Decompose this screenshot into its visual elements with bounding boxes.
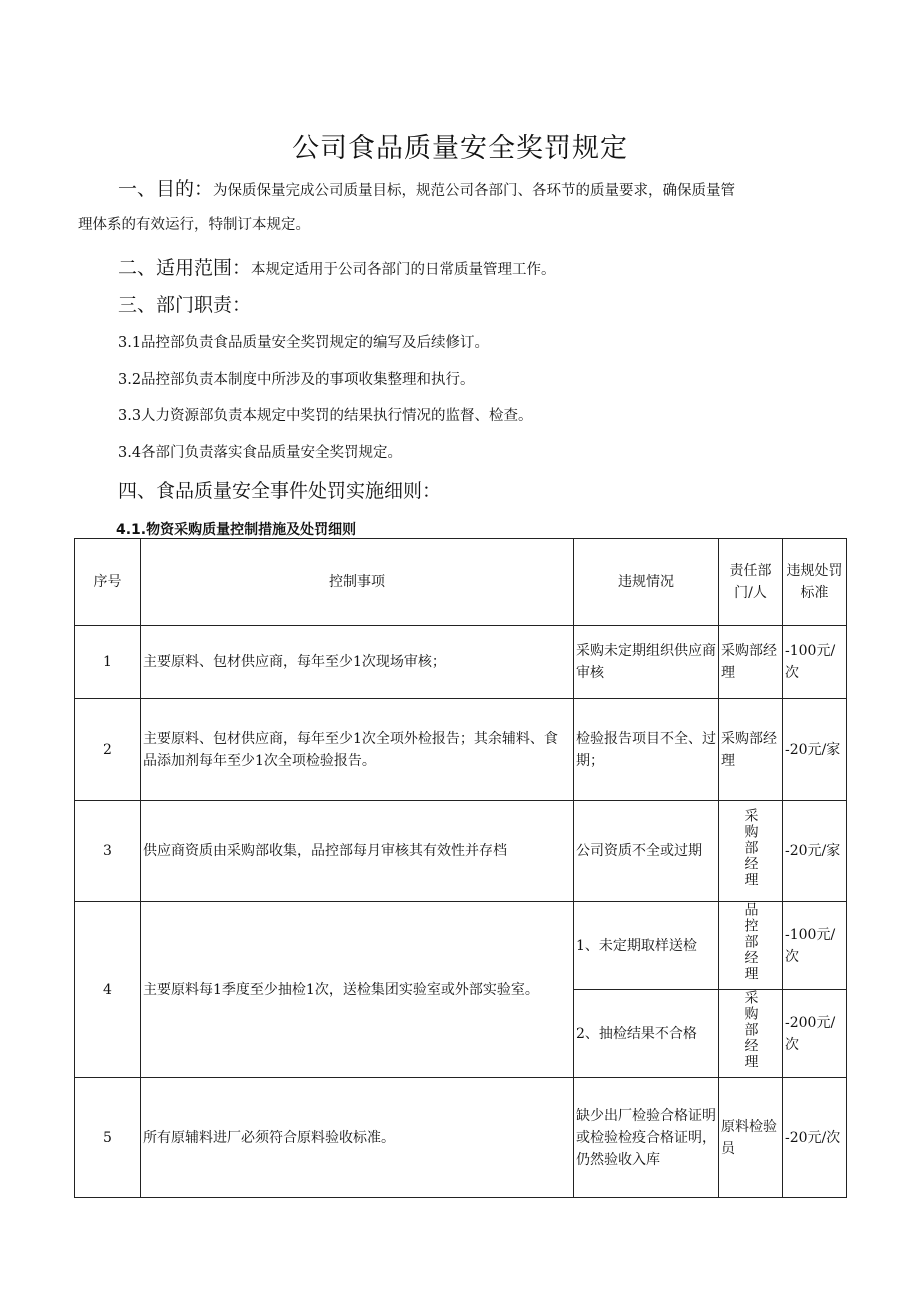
row-violation: 缺少出厂检验合格证明或检验检疫合格证明，仍然验收入库 [574, 1078, 719, 1198]
table-row [75, 801, 847, 902]
section-purpose-heading: 一、目的： [118, 178, 214, 200]
section-purpose-text-2: 理体系的有效运行，特制订本规定。 [78, 217, 310, 233]
row-no: 3 [75, 801, 141, 902]
row-no: 1 [75, 626, 141, 699]
row-penalty: -200元/次 [783, 990, 847, 1078]
table-row [75, 902, 847, 990]
row-violation: 采购未定期组织供应商审核 [574, 626, 719, 699]
section-scope [118, 253, 556, 280]
row-control: 主要原料每1季度至少抽检1次，送检集团实验室或外部实验室。 [141, 902, 574, 1078]
section-purpose [78, 172, 848, 242]
row-violation: 2、抽检结果不合格 [574, 990, 719, 1078]
table-header-row [75, 539, 847, 626]
row-responsible: 采购部经理 [719, 801, 783, 902]
row-responsible: 原料检验员 [719, 1078, 783, 1198]
row-penalty: -20元/家 [783, 699, 847, 801]
row-violation: 检验报告项目不全、过期； [574, 699, 719, 801]
penalty-table [74, 538, 847, 1198]
table-row [75, 626, 847, 699]
row-penalty: -20元/次 [783, 1078, 847, 1198]
row-violation: 公司资质不全或过期 [574, 801, 719, 902]
row-violation: 1、未定期取样送检 [574, 902, 719, 990]
row-no: 4 [75, 902, 141, 1078]
row-control: 供应商资质由采购部收集，品控部每月审核其有效性并存档 [141, 801, 574, 902]
header-no: 序号 [75, 539, 141, 626]
duty-item-2: 3.2品控部负责本制度中所涉及的事项收集整理和执行。 [118, 372, 475, 388]
table-row [75, 699, 847, 801]
duty-item-1: 3.1品控部负责食品质量安全奖罚规定的编写及后续修订。 [118, 335, 490, 351]
section-penalty-heading: 四、食品质量安全事件处罚实施细则： [118, 480, 442, 502]
header-violation: 违规情况 [574, 539, 719, 626]
header-penalty: 违规处罚标准 [783, 539, 847, 626]
row-no: 2 [75, 699, 141, 801]
section-scope-text: 本规定适用于公司各部门的日常质量管理工作。 [251, 262, 556, 278]
row-penalty: -20元/家 [783, 801, 847, 902]
row-control: 主要原料、包材供应商，每年至少1次现场审核； [141, 626, 574, 699]
section-duties-heading: 三、部门职责： [118, 294, 252, 316]
section-scope-heading: 二、适用范围： [118, 257, 252, 279]
page-title: 公司食品质量安全奖罚规定 [292, 133, 628, 164]
row-control: 主要原料、包材供应商，每年至少1次全项外检报告；其余辅料、食品添加剂每年至少1次全项检验报告。 [141, 699, 574, 801]
header-responsible: 责任部门/人 [719, 539, 783, 626]
header-control: 控制事项 [141, 539, 574, 626]
section-purpose-text-1: 为保质保量完成公司质量目标，规范公司各部门、各环节的质量要求，确保质量管 [213, 183, 736, 199]
row-no: 5 [75, 1078, 141, 1198]
row-responsible: 品控部经理 [719, 902, 783, 990]
table-caption: 4.1.物资采购质量控制措施及处罚细则 [116, 522, 357, 538]
row-responsible: 采购部经理 [719, 699, 783, 801]
row-responsible: 采购部经理 [719, 990, 783, 1078]
table-row [75, 1078, 847, 1198]
row-responsible: 采购部经理 [719, 626, 783, 699]
duty-item-3: 3.3人力资源部负责本规定中奖罚的结果执行情况的监督、检查。 [118, 408, 533, 424]
duty-item-4: 3.4各部门负责落实食品质量安全奖罚规定。 [118, 445, 403, 461]
row-control: 所有原辅料进厂必须符合原料验收标准。 [141, 1078, 574, 1198]
row-penalty: -100元/次 [783, 626, 847, 699]
row-penalty: -100元/次 [783, 902, 847, 990]
